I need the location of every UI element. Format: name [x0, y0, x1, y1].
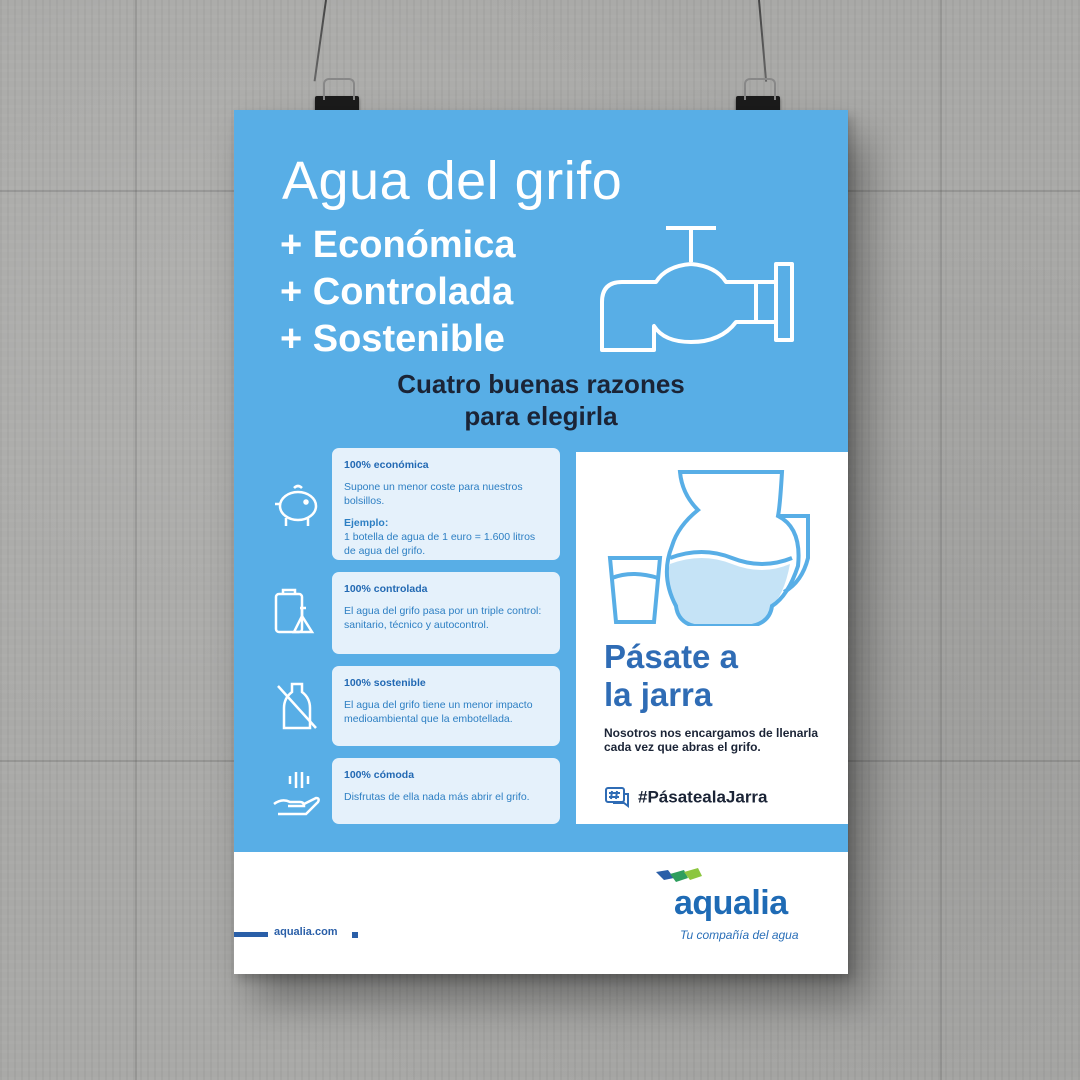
- reasons-heading: [234, 368, 848, 432]
- card-sostenible: [332, 666, 560, 746]
- card-subtext: 1 botella de agua de 1 euro = 1.600 litros de agua del grifo.: [344, 531, 536, 557]
- card-title: 100% sostenible: [344, 677, 426, 689]
- reasons-line: para elegirla: [464, 401, 618, 431]
- hanging-wire: [758, 0, 767, 82]
- card-text: Disfrutas de ella nada más abrir el grifo.: [344, 791, 530, 803]
- card-text: Supone un menor coste para nuestros bolsillos.: [344, 481, 523, 507]
- poster-title: Agua del grifo: [282, 151, 623, 211]
- reasons-line: Cuatro buenas razones: [397, 369, 685, 399]
- card-title: 100% económica: [344, 459, 429, 471]
- card-economica: [332, 448, 560, 560]
- hashtag-text: #PásatealaJarra: [638, 787, 768, 807]
- footer-bar: [234, 932, 268, 937]
- brand-name: aqualia: [674, 884, 788, 922]
- brand-tagline: Tu compañía del agua: [680, 928, 799, 942]
- clipboard-flask-icon: [272, 586, 322, 636]
- wall-seam: [940, 0, 942, 1080]
- jarra-panel: [576, 452, 848, 824]
- benefit-item: + Sostenible: [280, 318, 505, 360]
- card-controlada: [332, 572, 560, 654]
- jarra-title: [604, 638, 738, 714]
- benefits-list: [280, 222, 515, 363]
- hanging-wire: [314, 0, 327, 81]
- no-bottle-icon: [272, 680, 322, 732]
- card-text: El agua del grifo pasa por un triple control: sanitario, técnico y autocontrol.: [344, 605, 542, 631]
- benefit-item: + Económica: [280, 224, 516, 266]
- card-subtitle: Ejemplo:: [344, 517, 389, 529]
- card-text: El agua del grifo tiene un menor impacto medioambiental que la embotellada.: [344, 699, 533, 725]
- hashtag: [604, 786, 768, 810]
- footer-square: [352, 932, 358, 938]
- hand-water-icon: [272, 770, 322, 818]
- chat-hashtag-icon: [604, 786, 630, 810]
- benefit-item: + Controlada: [280, 271, 514, 313]
- jug-and-glass-icon: [602, 466, 822, 626]
- wall-seam: [135, 0, 137, 1080]
- footer-url: aqualia.com: [274, 926, 338, 938]
- card-title: 100% cómoda: [344, 769, 415, 781]
- poster-footer: [234, 852, 848, 974]
- jarra-title-line: la jarra: [604, 676, 713, 713]
- piggy-bank-icon: [272, 482, 322, 528]
- card-title: 100% controlada: [344, 583, 428, 595]
- card-comoda: [332, 758, 560, 824]
- poster: [234, 110, 848, 974]
- jarra-title-line: Pásate a: [604, 638, 738, 675]
- jarra-description: Nosotros nos encargamos de llenarla cada vez que abras el grifo.: [604, 726, 819, 754]
- faucet-icon: [596, 222, 806, 352]
